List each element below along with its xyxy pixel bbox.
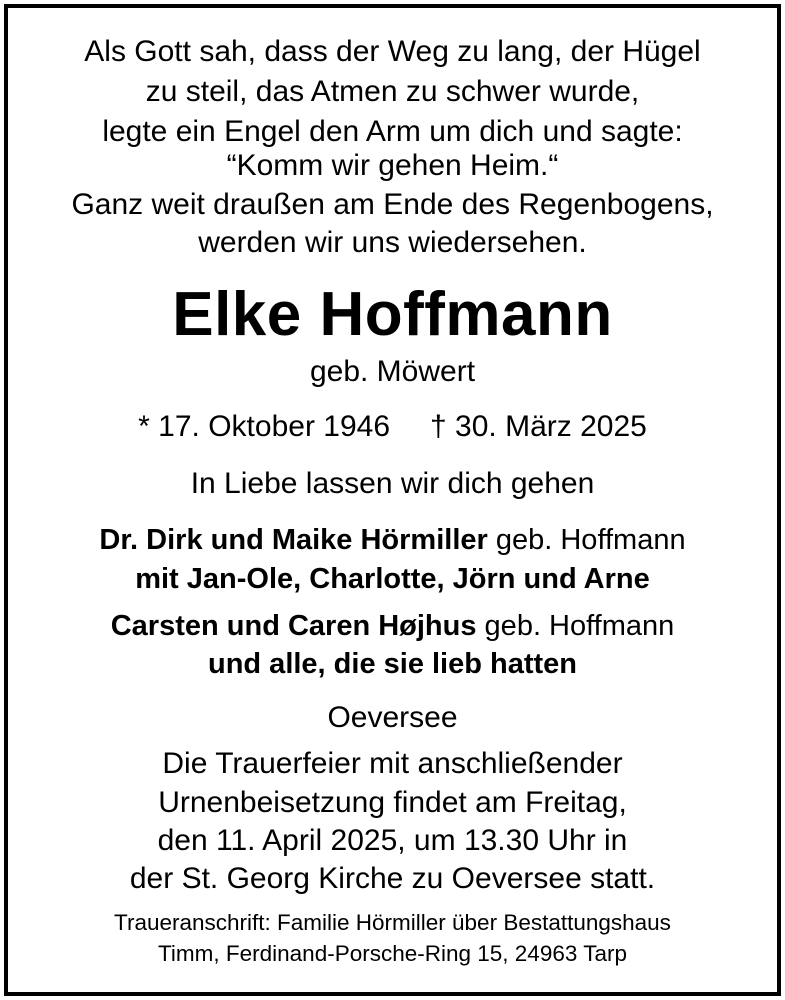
family-children: mit Jan-Ole, Charlotte, Jörn und Arne — [135, 563, 650, 595]
life-dates — [0, 409, 785, 445]
family-line — [0, 608, 785, 644]
ceremony-line: den 11. April 2025, um 13.30 Uhr in — [157, 824, 628, 857]
farewell-text: In Liebe lassen wir dich gehen — [190, 467, 595, 500]
poem-line: legte ein Engel den Arm um dich und sagte: — [102, 115, 683, 148]
poem-line: Ganz weit draußen am Ende des Regenbogens, — [71, 188, 714, 221]
maiden-name: geb. Möwert — [309, 355, 476, 388]
poem-line: “Komm wir gehen Heim.“ — [226, 149, 559, 182]
birth-date: * 17. Oktober 1946 — [138, 410, 391, 443]
address-line: Timm, Ferdinand-Porsche-Ring 15, 24963 Tarp — [158, 941, 627, 966]
place: Oeversee — [327, 701, 458, 734]
ceremony-line: der St. Georg Kirche zu Oeversee statt. — [129, 862, 656, 895]
maiden-suffix: geb. Hoffmann — [476, 610, 675, 642]
poem-line: werden wir uns wiedersehen. — [198, 226, 587, 259]
family-line — [0, 522, 785, 558]
death-date: † 30. März 2025 — [430, 410, 647, 443]
ceremony-line: Die Trauerfeier mit anschließender — [162, 747, 623, 780]
address-line: Traueranschrift: Familie Hörmiller über Bestattungshaus — [114, 910, 671, 935]
poem-line: zu steil, das Atmen zu schwer wurde, — [145, 75, 640, 108]
poem-line: Als Gott sah, dass der Weg zu lang, der Hügel — [84, 35, 701, 68]
ceremony-line: Urnenbeisetzung findet am Freitag, — [158, 786, 627, 819]
family-names: Carsten und Caren Højhus — [110, 610, 477, 642]
deceased-name: Elke Hoffmann — [172, 280, 613, 349]
maiden-suffix: geb. Hoffmann — [487, 524, 686, 556]
family-all: und alle, die sie lieb hatten — [207, 648, 578, 680]
family-names: Dr. Dirk und Maike Hörmiller — [99, 524, 488, 556]
